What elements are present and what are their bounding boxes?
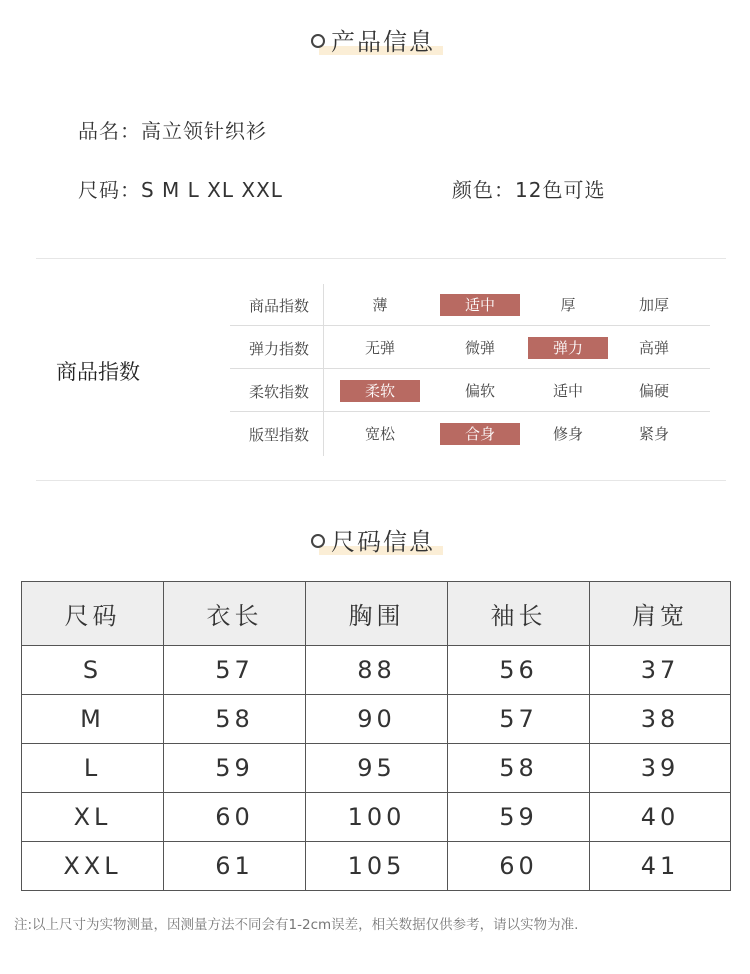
index-option: 厚 xyxy=(560,296,576,314)
size-table-header xyxy=(22,582,731,646)
divider-top xyxy=(36,258,726,259)
table-cell: 100 xyxy=(306,793,448,842)
index-row xyxy=(230,327,710,369)
table-cell: 58 xyxy=(164,695,306,744)
size-table xyxy=(21,581,731,891)
index-row xyxy=(230,284,710,326)
table-cell: 39 xyxy=(590,744,731,793)
index-row-divider xyxy=(230,325,710,326)
table-cell: 57 xyxy=(164,646,306,695)
table-cell: 37 xyxy=(590,646,731,695)
index-option: 薄 xyxy=(372,296,388,314)
table-cell: 61 xyxy=(164,842,306,891)
index-option: 偏软 xyxy=(464,382,495,400)
table-cell: 60 xyxy=(448,842,590,891)
index-option: 适中 xyxy=(552,382,583,400)
circle-bullet-icon xyxy=(311,534,325,548)
header-length: 衣长 xyxy=(164,582,306,646)
table-cell: S xyxy=(22,646,164,695)
table-cell: XL xyxy=(22,793,164,842)
index-row-label: 商品指数 xyxy=(248,297,309,315)
index-option: 修身 xyxy=(552,425,583,443)
header-shoulder: 肩宽 xyxy=(590,582,731,646)
measurement-note: 注:以上尺寸为实物测量，因测量方法不同会有1-2cm误差，相关数据仅供参考，请以实物为准. xyxy=(14,917,579,933)
table-row xyxy=(22,793,731,842)
table-cell: 41 xyxy=(590,842,731,891)
table-cell: 40 xyxy=(590,793,731,842)
header-chest: 胸围 xyxy=(306,582,448,646)
index-option: 无弹 xyxy=(364,339,395,357)
table-cell: 59 xyxy=(448,793,590,842)
table-cell: 59 xyxy=(164,744,306,793)
table-cell: 56 xyxy=(448,646,590,695)
index-row xyxy=(230,413,710,455)
table-row xyxy=(22,695,731,744)
size-info-title: 尺码信息 xyxy=(0,522,750,557)
index-section-label: 商品指数 xyxy=(56,360,140,384)
table-row xyxy=(22,744,731,793)
index-row-label: 柔软指数 xyxy=(248,383,309,401)
table-cell: 60 xyxy=(164,793,306,842)
product-sizes: 尺码：S M L XL XXL xyxy=(78,178,283,202)
table-cell: 95 xyxy=(306,744,448,793)
index-option-selected: 适中 xyxy=(440,294,520,316)
index-option-selected: 合身 xyxy=(440,423,520,445)
index-option: 宽松 xyxy=(364,425,395,443)
table-cell: 88 xyxy=(306,646,448,695)
table-cell: 90 xyxy=(306,695,448,744)
product-info-title: 产品信息 xyxy=(0,22,750,57)
table-row xyxy=(22,842,731,891)
table-cell: 38 xyxy=(590,695,731,744)
table-row xyxy=(22,646,731,695)
index-option: 加厚 xyxy=(638,296,669,314)
index-option: 高弹 xyxy=(638,339,669,357)
table-cell: M xyxy=(22,695,164,744)
table-cell: XXL xyxy=(22,842,164,891)
index-row-label: 版型指数 xyxy=(248,426,309,444)
circle-bullet-icon xyxy=(311,34,325,48)
index-option: 微弹 xyxy=(464,339,495,357)
index-option: 紧身 xyxy=(638,425,669,443)
index-row-divider xyxy=(230,368,710,369)
divider-bottom xyxy=(36,480,726,481)
header-sleeve: 袖长 xyxy=(448,582,590,646)
product-name: 品名：高立领针织衫 xyxy=(78,119,267,143)
index-row xyxy=(230,370,710,412)
table-cell: 58 xyxy=(448,744,590,793)
index-option-selected: 弹力 xyxy=(528,337,608,359)
table-cell: 105 xyxy=(306,842,448,891)
table-cell: L xyxy=(22,744,164,793)
index-option: 偏硬 xyxy=(638,382,669,400)
product-colors: 颜色：12色可选 xyxy=(452,178,606,202)
index-row-label: 弹力指数 xyxy=(248,340,309,358)
table-cell: 57 xyxy=(448,695,590,744)
header-size: 尺码 xyxy=(22,582,164,646)
index-option-selected: 柔软 xyxy=(340,380,420,402)
index-row-divider xyxy=(230,411,710,412)
